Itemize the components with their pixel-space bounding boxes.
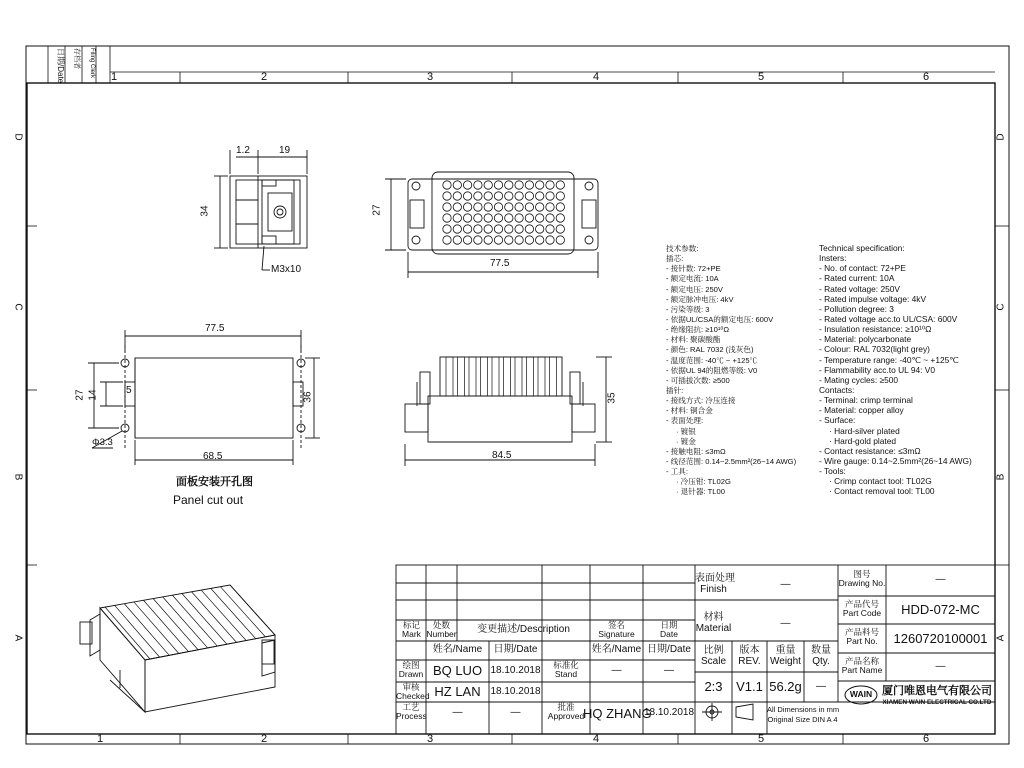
tb-rev-cn: 版本 bbox=[739, 645, 760, 656]
spec-en-line: - Terminal: crimp terminal bbox=[819, 395, 913, 406]
company-name-cn: 厦门唯恩电气有限公司 bbox=[882, 685, 992, 697]
pin-hole bbox=[463, 225, 471, 233]
tb-material-value: — bbox=[780, 618, 791, 629]
dim-5-cutout: 5 bbox=[126, 385, 132, 396]
zone-bottom-6: 6 bbox=[923, 733, 930, 745]
tb-scale-label bbox=[695, 646, 732, 667]
fin bbox=[446, 357, 453, 396]
tb-part-name-value: — bbox=[935, 661, 946, 672]
pin-hole bbox=[494, 192, 502, 200]
tb-process-cn: 工艺 bbox=[402, 702, 420, 712]
pin-hole bbox=[505, 192, 513, 200]
spec-en-line: - Rated current: 10A bbox=[819, 273, 895, 284]
pin-hole bbox=[546, 181, 554, 189]
pin-hole bbox=[536, 192, 544, 200]
iso-view bbox=[80, 585, 275, 712]
spec-en-line: - Wire gauge: 0.14~2.5mm²(26~14 AWG) bbox=[819, 455, 972, 466]
tb-approved-name: HQ ZHANG bbox=[583, 706, 652, 721]
tb-drawn-cn: 绘图 bbox=[402, 660, 420, 670]
cutout-caption-cn: 面板安装开孔图 bbox=[176, 476, 253, 488]
tb-part-no-value: 1260720100001 bbox=[893, 631, 988, 646]
spec-en-line: - Rated impulse voltage: 4kV bbox=[819, 293, 927, 304]
row-right-B: B bbox=[995, 473, 1007, 481]
spec-en-line: - Flammability acc.to UL 94: V0 bbox=[819, 364, 936, 375]
pin-hole bbox=[484, 192, 492, 200]
spec-cn-line: - 额定脉冲电压: 4kV bbox=[666, 294, 734, 304]
tb-checked-name: HZ LAN bbox=[434, 684, 481, 699]
spec-en-line: - Temperature range: -40℃ ~ +125℃ bbox=[819, 354, 959, 365]
tb-drawing-no-label bbox=[838, 570, 886, 588]
iso-fin bbox=[105, 607, 150, 659]
hole-dia-label: Φ3.3 bbox=[92, 437, 113, 448]
tb-finish-label bbox=[695, 573, 735, 595]
row-right-C: C bbox=[995, 303, 1007, 311]
iso-fin bbox=[153, 599, 198, 650]
spec-cn-line: - 绝缘阻抗: ≥10¹⁰Ω bbox=[666, 325, 730, 335]
pin-hole bbox=[443, 225, 451, 233]
pin-grid bbox=[443, 181, 565, 244]
pin-hole bbox=[536, 203, 544, 211]
spec-en-line: · Hard-gold plated bbox=[829, 435, 897, 446]
company-logo-text: WAIN bbox=[849, 689, 873, 699]
screw-label: M3x10 bbox=[271, 264, 302, 275]
spec-en-line: - Surface: bbox=[819, 415, 856, 426]
tb-date bbox=[643, 621, 695, 639]
pin-hole bbox=[443, 214, 451, 222]
tb-number-cn: 处数 bbox=[432, 620, 450, 630]
pin-hole bbox=[494, 214, 502, 222]
dim-84-5-side: 84.5 bbox=[492, 450, 512, 461]
tb-dims-note bbox=[767, 705, 838, 725]
cooling-fins bbox=[446, 357, 557, 396]
tb-drawn-en: Drawn bbox=[398, 668, 424, 679]
tb-description: 变更描述/Description bbox=[477, 624, 570, 635]
iso-fin bbox=[163, 597, 208, 648]
zone-top-5: 5 bbox=[758, 71, 765, 83]
iso-fin bbox=[115, 605, 160, 657]
pin-hole bbox=[474, 214, 482, 222]
tb-rev-en: REV. bbox=[738, 655, 761, 667]
tb-date-cn: 日期 bbox=[660, 620, 678, 630]
iso-fin bbox=[182, 593, 227, 644]
pin-hole bbox=[484, 236, 492, 244]
dim-27-front: 27 bbox=[371, 204, 383, 216]
pin-hole bbox=[463, 214, 471, 222]
pin-hole bbox=[525, 214, 533, 222]
pin-hole bbox=[494, 225, 502, 233]
pin-hole bbox=[453, 236, 461, 244]
tb-part-code-en: Part Code bbox=[842, 607, 882, 618]
spec-en-line: - Rated voltage acc.to UL/CSA: 600V bbox=[819, 313, 958, 324]
pin-hole bbox=[515, 236, 523, 244]
dim-14-cutout: 14 bbox=[87, 389, 99, 401]
pin-hole bbox=[463, 181, 471, 189]
spec-cn-line: - 颜色: RAL 7032 (浅灰色) bbox=[666, 345, 754, 355]
fin bbox=[538, 357, 545, 396]
zone-bottom-5: 5 bbox=[758, 733, 765, 745]
row-left-D: D bbox=[12, 133, 24, 141]
dim-77-5-cutout: 77.5 bbox=[205, 323, 225, 334]
pin-hole bbox=[484, 181, 492, 189]
pin-hole bbox=[453, 181, 461, 189]
spec-en-line: · Crimp contact tool: TL02G bbox=[829, 476, 932, 487]
zone-bottom-4: 4 bbox=[593, 733, 600, 745]
pin-hole bbox=[556, 225, 564, 233]
tb-qty-label bbox=[804, 646, 838, 667]
tb-drawn-name: BQ LUO bbox=[432, 663, 483, 678]
spec-cn-line: · 镀金 bbox=[676, 436, 696, 446]
pin-hole bbox=[505, 203, 513, 211]
fin bbox=[504, 357, 511, 396]
tb-dims-note-2: Original Size DIN A 4 bbox=[767, 715, 838, 724]
tb-number-en: Number bbox=[426, 628, 457, 639]
tb-rev-label bbox=[732, 646, 767, 667]
dim-27-cutout: 27 bbox=[74, 389, 86, 401]
iso-fin bbox=[143, 600, 188, 651]
tb-material-en: Material bbox=[695, 622, 732, 634]
spec-cn-line: - 线径范围: 0.14~2.5mm²(26~14 AWG) bbox=[666, 456, 797, 466]
tb-weight-label bbox=[767, 646, 804, 667]
tb-scale-cn: 比例 bbox=[703, 645, 724, 656]
pin-hole bbox=[556, 236, 564, 244]
pin-hole bbox=[556, 203, 564, 211]
spec-cn-line: - 材料: 铜合金 bbox=[666, 406, 713, 416]
spec-cn-line: - 温度范围: -40℃ ~ +125℃ bbox=[666, 355, 758, 365]
iso-fin bbox=[172, 595, 217, 646]
pin-hole bbox=[494, 236, 502, 244]
tb-approved-en: Approved bbox=[547, 710, 585, 721]
date-label: 日期/Date bbox=[56, 48, 65, 84]
spec-cn-line: - 工具: bbox=[666, 467, 688, 477]
cutout-caption-en: Panel cut out bbox=[173, 493, 244, 507]
spec-en-line: - No. of contact: 72+PE bbox=[819, 263, 906, 274]
zone-top-2: 2 bbox=[261, 71, 268, 83]
tb-mark bbox=[397, 621, 426, 639]
tb-material-cn: 材料 bbox=[703, 612, 724, 623]
pin-hole bbox=[443, 236, 451, 244]
zone-top-3: 3 bbox=[427, 71, 434, 83]
tb-drawing-no-value: — bbox=[935, 574, 946, 585]
spec-cn-line: - 接针数: 72+PE bbox=[666, 264, 721, 274]
iso-fins bbox=[105, 585, 275, 659]
spec-cn-line: · 镀银 bbox=[676, 426, 696, 436]
tb-part-name-en: Part Name bbox=[841, 664, 883, 675]
iso-fin bbox=[192, 592, 237, 643]
spec-cn-line: · 冷压钳: TL02G bbox=[676, 477, 731, 487]
spec-en-line: - Colour: RAL 7032(light grey) bbox=[819, 344, 930, 355]
tb-approved-cn: 批准 bbox=[557, 702, 575, 712]
tb-finish-en: Finish bbox=[700, 583, 727, 595]
pin-hole bbox=[505, 181, 513, 189]
pin-hole bbox=[443, 181, 451, 189]
row-left-C: C bbox=[12, 303, 24, 311]
tb-weight-en: Weight bbox=[770, 655, 801, 667]
spec-cn-line: - 接触电阻: ≤3mΩ bbox=[666, 446, 726, 456]
row-left-A: A bbox=[12, 634, 24, 642]
spec-en-line: - Rated voltage: 250V bbox=[819, 283, 901, 294]
tb-date-en: Date bbox=[660, 628, 678, 639]
iso-fin bbox=[211, 588, 256, 638]
fin bbox=[515, 357, 522, 396]
pin-hole bbox=[536, 225, 544, 233]
tb-drawing-no-en: Drawing No. bbox=[838, 577, 886, 588]
pin-hole bbox=[474, 181, 482, 189]
pin-hole bbox=[505, 225, 513, 233]
spec-en-line: - Mating cycles: ≥500 bbox=[819, 374, 899, 385]
panel-cutout bbox=[88, 330, 320, 465]
dim-35-side: 35 bbox=[606, 392, 618, 404]
fin bbox=[458, 357, 465, 396]
pin-hole bbox=[525, 225, 533, 233]
pin-hole bbox=[546, 203, 554, 211]
fin bbox=[481, 357, 488, 396]
tb-scale-value: 2:3 bbox=[704, 679, 723, 694]
iso-fin bbox=[124, 604, 169, 656]
spec-en-line: - Material: copper alloy bbox=[819, 405, 904, 416]
tb-name-hdr-2: 姓名/Name bbox=[591, 644, 642, 655]
pin-hole bbox=[474, 192, 482, 200]
fin bbox=[469, 357, 476, 396]
pin-hole bbox=[453, 214, 461, 222]
tb-dims-note-1: All Dimensions in mm bbox=[767, 705, 840, 714]
spec-en-line: - Tools: bbox=[819, 466, 846, 477]
filing-label-cn: 存档者 bbox=[73, 48, 80, 69]
tb-stand-label bbox=[542, 661, 590, 679]
spec-en-line: - Contact resistance: ≤3mΩ bbox=[819, 445, 921, 456]
zone-top-6: 6 bbox=[923, 71, 930, 83]
pin-hole bbox=[515, 214, 523, 222]
pin-hole bbox=[453, 203, 461, 211]
tb-stand-date: — bbox=[664, 665, 674, 676]
pin-hole bbox=[525, 181, 533, 189]
iso-fin bbox=[134, 602, 179, 654]
tb-part-code-value: HDD-072-MC bbox=[901, 602, 980, 617]
spec-cn-line: - 表面处理: bbox=[666, 416, 704, 426]
pin-hole bbox=[536, 214, 544, 222]
projection-symbol-icon bbox=[702, 703, 753, 721]
row-left-B: B bbox=[12, 473, 24, 481]
pin-hole bbox=[484, 214, 492, 222]
pin-hole bbox=[515, 225, 523, 233]
tb-part-code-cn: 产品代号 bbox=[844, 599, 879, 609]
row-right-D: D bbox=[995, 133, 1007, 141]
spec-cn-line: 插针: bbox=[666, 385, 684, 395]
pin-hole bbox=[474, 203, 482, 211]
tb-part-no-label bbox=[838, 628, 886, 646]
pin-hole bbox=[494, 181, 502, 189]
tb-checked-date: 18.10.2018 bbox=[490, 686, 541, 697]
spec-cn-line: - 材料: 聚碳酸酯 bbox=[666, 335, 721, 345]
spec-en-line: · Hard-silver plated bbox=[829, 425, 900, 436]
iso-fin bbox=[230, 585, 275, 635]
pin-hole bbox=[443, 192, 451, 200]
dim-77-5-front: 77.5 bbox=[490, 258, 510, 269]
pin-hole bbox=[525, 236, 533, 244]
spec-en-line: - Insulation resistance: ≥10¹⁰Ω bbox=[819, 324, 932, 335]
tb-approved-date: 18.10.2018 bbox=[643, 707, 695, 718]
fin bbox=[550, 357, 557, 396]
tb-part-name-label bbox=[838, 657, 886, 675]
tb-stand-cn: 标准化 bbox=[553, 660, 579, 670]
tb-part-code-label bbox=[838, 600, 886, 618]
row-right-A: A bbox=[995, 634, 1007, 642]
spec-cn-line: - 可插拔次数: ≥500 bbox=[666, 375, 730, 385]
tb-mark-cn: 标记 bbox=[402, 620, 420, 630]
tb-process-date: — bbox=[510, 707, 521, 718]
tb-signature-cn: 签名 bbox=[607, 620, 625, 630]
pin-hole bbox=[546, 192, 554, 200]
pin-hole bbox=[443, 203, 451, 211]
pin-hole bbox=[515, 181, 523, 189]
tb-date-hdr-2: 日期/Date bbox=[647, 644, 691, 655]
pin-hole bbox=[546, 214, 554, 222]
pin-hole bbox=[474, 236, 482, 244]
spec-cn-line: - 额定电压: 250V bbox=[666, 284, 723, 294]
tb-checked-en: Checked bbox=[396, 690, 430, 701]
pin-hole bbox=[525, 203, 533, 211]
fin bbox=[527, 357, 534, 396]
tb-part-name-cn: 产品名称 bbox=[844, 656, 879, 666]
spec-en-line: Insters: bbox=[819, 253, 847, 264]
pin-hole bbox=[525, 192, 533, 200]
pin-hole bbox=[484, 225, 492, 233]
tb-process-en: Process bbox=[396, 710, 427, 721]
spec-en-line: Technical specification: bbox=[819, 243, 905, 253]
spec-en-line: - Material: polycarbonate bbox=[819, 334, 912, 345]
dim-68-5-cutout: 68.5 bbox=[203, 451, 223, 462]
pin-hole bbox=[463, 203, 471, 211]
pin-hole bbox=[463, 192, 471, 200]
tb-mark-en: Mark bbox=[402, 628, 421, 639]
zone-bottom-1: 1 bbox=[97, 733, 104, 745]
iso-fin bbox=[220, 587, 265, 637]
dim-1-2: 1.2 bbox=[236, 145, 250, 156]
tb-process-label bbox=[396, 703, 426, 721]
pin-hole bbox=[515, 203, 523, 211]
pin-hole bbox=[546, 236, 554, 244]
pin-hole bbox=[463, 236, 471, 244]
iso-fin bbox=[201, 590, 246, 640]
spec-cn-line: - 额定电流: 10A bbox=[666, 274, 719, 284]
spec-cn-line: 插芯: bbox=[666, 254, 684, 264]
pin-hole bbox=[536, 236, 544, 244]
pin-hole bbox=[474, 225, 482, 233]
dim-36-cutout: 36 bbox=[302, 391, 314, 403]
tb-qty-en: Qty. bbox=[812, 655, 830, 667]
tb-drawing-no-cn: 图号 bbox=[853, 569, 871, 579]
tb-material-label bbox=[695, 613, 732, 634]
tb-stand-en: Stand bbox=[554, 668, 578, 679]
tb-drawn-date: 18.10.2018 bbox=[490, 665, 541, 676]
company-name-en: XIAMEN WAIN ELECTRICAL CO.LTD bbox=[882, 699, 992, 706]
pin-hole bbox=[494, 203, 502, 211]
spec-cn-line: - 污染等级: 3 bbox=[666, 304, 710, 314]
tb-rev-value: V1.1 bbox=[736, 679, 763, 694]
spec-en-line: - Pollution degree: 3 bbox=[819, 303, 894, 314]
dim-19: 19 bbox=[279, 145, 291, 156]
tb-number bbox=[426, 621, 457, 639]
pin-hole bbox=[556, 181, 564, 189]
spec-cn-line: - 依据UL/CSA的额定电压: 600V bbox=[666, 314, 774, 324]
tb-process-name: — bbox=[452, 707, 463, 718]
spec-cn-line: - 接线方式: 冷压连接 bbox=[666, 396, 736, 406]
tb-scale-en: Scale bbox=[700, 655, 726, 667]
tb-qty-value: — bbox=[816, 681, 826, 692]
pin-hole bbox=[556, 214, 564, 222]
tb-drawn-label bbox=[396, 661, 426, 679]
pin-hole bbox=[546, 225, 554, 233]
spec-cn-line: · 退针器: TL00 bbox=[676, 487, 725, 497]
pin-hole bbox=[556, 192, 564, 200]
tb-weight-cn: 重量 bbox=[775, 645, 796, 656]
tb-stand-name: — bbox=[611, 665, 622, 676]
zone-bottom-3: 3 bbox=[427, 733, 434, 745]
tb-checked-cn: 审核 bbox=[402, 682, 420, 692]
spec-cn-list bbox=[666, 244, 796, 498]
spec-en-line: · Contact removal tool: TL00 bbox=[829, 486, 935, 497]
tb-signature bbox=[590, 621, 643, 639]
pin-hole bbox=[505, 214, 513, 222]
tb-qty-cn: 数量 bbox=[811, 645, 831, 656]
pin-hole bbox=[484, 203, 492, 211]
tb-part-no-cn: 产品料号 bbox=[844, 627, 879, 637]
pin-hole bbox=[536, 181, 544, 189]
tb-part-no-en: Part No. bbox=[846, 635, 878, 646]
tb-finish-cn: 表面处理 bbox=[695, 573, 735, 584]
top-view bbox=[214, 150, 307, 270]
tb-checked-label bbox=[396, 682, 430, 701]
tb-finish-value: — bbox=[780, 579, 791, 590]
tb-date-hdr-1: 日期/Date bbox=[493, 644, 538, 655]
zone-bottom-2: 2 bbox=[261, 733, 268, 745]
zone-top-4: 4 bbox=[593, 71, 600, 83]
spec-cn-line: 技术参数: bbox=[666, 244, 699, 253]
spec-en-list bbox=[819, 243, 972, 497]
pin-hole bbox=[453, 225, 461, 233]
spec-cn-line: - 依据UL 94的阻燃等级: V0 bbox=[666, 365, 758, 375]
dim-34: 34 bbox=[199, 205, 211, 217]
pin-hole bbox=[505, 236, 513, 244]
fin bbox=[492, 357, 499, 396]
zone-top-1: 1 bbox=[111, 71, 118, 83]
pin-hole bbox=[453, 192, 461, 200]
tb-weight-value: 56.2g bbox=[769, 679, 802, 694]
tb-name-hdr-1: 姓名/Name bbox=[432, 644, 483, 655]
filing-label-en: Filing Clerk bbox=[89, 48, 95, 79]
pin-hole bbox=[515, 192, 523, 200]
spec-en-line: Contacts: bbox=[819, 384, 855, 395]
tb-signature-en: Signature bbox=[598, 628, 635, 639]
